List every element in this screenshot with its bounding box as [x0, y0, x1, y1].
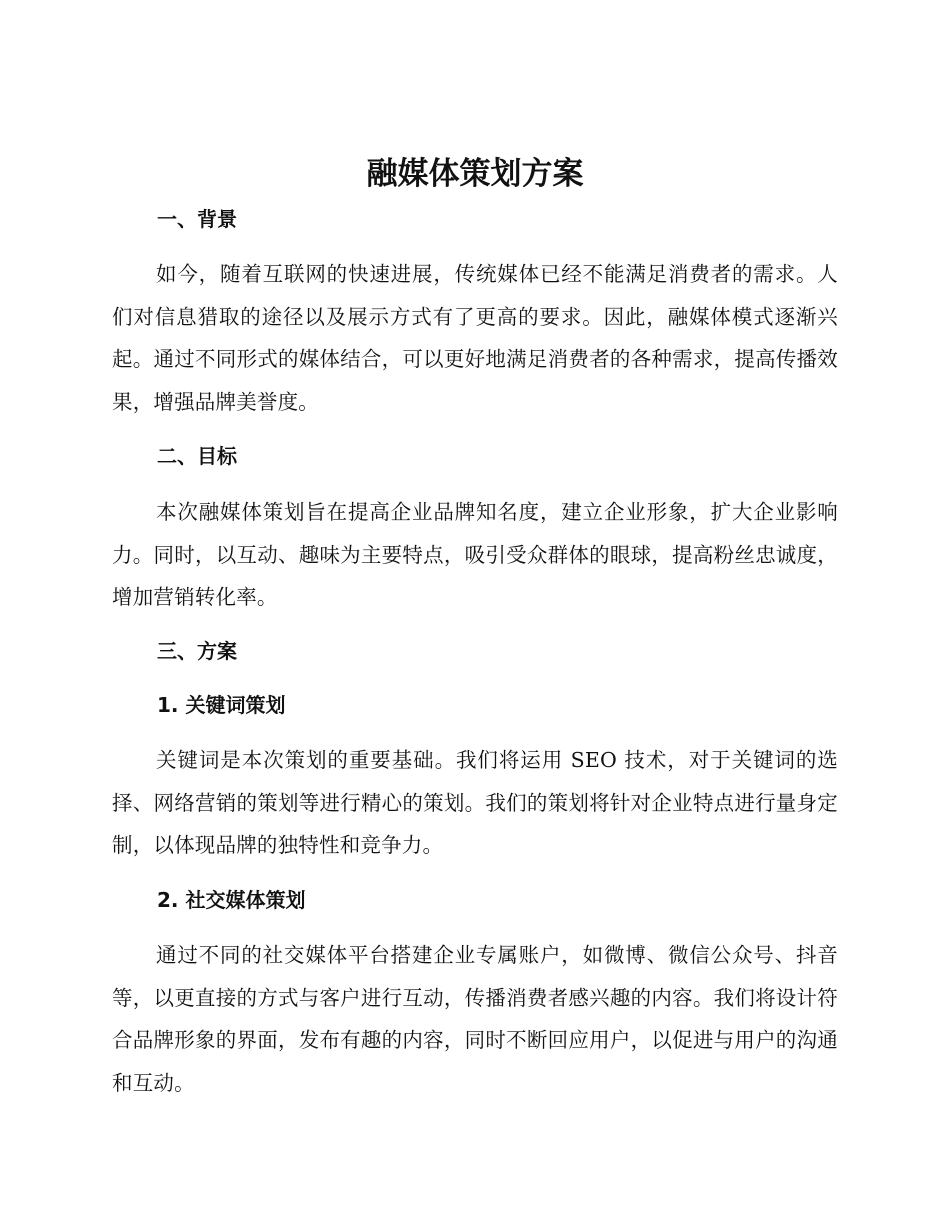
section-heading-background: 一、背景 — [157, 207, 237, 231]
section-paragraph-goal: 本次融媒体策划旨在提高企业品牌知名度，建立企业形象，扩大企业影响力。同时，以互动、趣味为主要特点，吸引受众群体的眼球，提高粉丝忠诚度，增加营销转化率。 — [112, 500, 838, 609]
subsection-heading-social-media: 2. 社交媒体策划 — [157, 888, 306, 912]
section-heading-goal: 二、目标 — [157, 444, 237, 468]
section-paragraph-background: 如今，随着互联网的快速进展，传统媒体已经不能满足消费者的需求。人们对信息猎取的途径以及展示方式有了更高的要求。因此，融媒体模式逐渐兴起。通过不同形式的媒体结合，可以更好地满足消费者的各种需求，提高传播效果，增强品牌美誉度。 — [112, 262, 838, 414]
document-title: 融媒体策划方案 — [366, 156, 584, 192]
subsection-paragraph-social-media: 通过不同的社交媒体平台搭建企业专属账户，如微博、微信公众号、抖音等，以更直接的方式与客户进行互动，传播消费者感兴趣的内容。我们将设计符合品牌形象的界面，发布有趣的内容，同时不断回应用户，以促进与用户的沟通和互动。 — [112, 943, 838, 1095]
subsection-paragraph-keyword: 关键词是本次策划的重要基础。我们将运用 SEO 技术，对于关键词的选择、网络营销的策划等进行精心的策划。我们的策划将针对企业特点进行量身定制，以体现品牌的独特性和竞争力。 — [112, 748, 838, 857]
subsection-heading-keyword: 1. 关键词策划 — [157, 693, 286, 717]
section-heading-plan: 三、方案 — [157, 639, 237, 663]
